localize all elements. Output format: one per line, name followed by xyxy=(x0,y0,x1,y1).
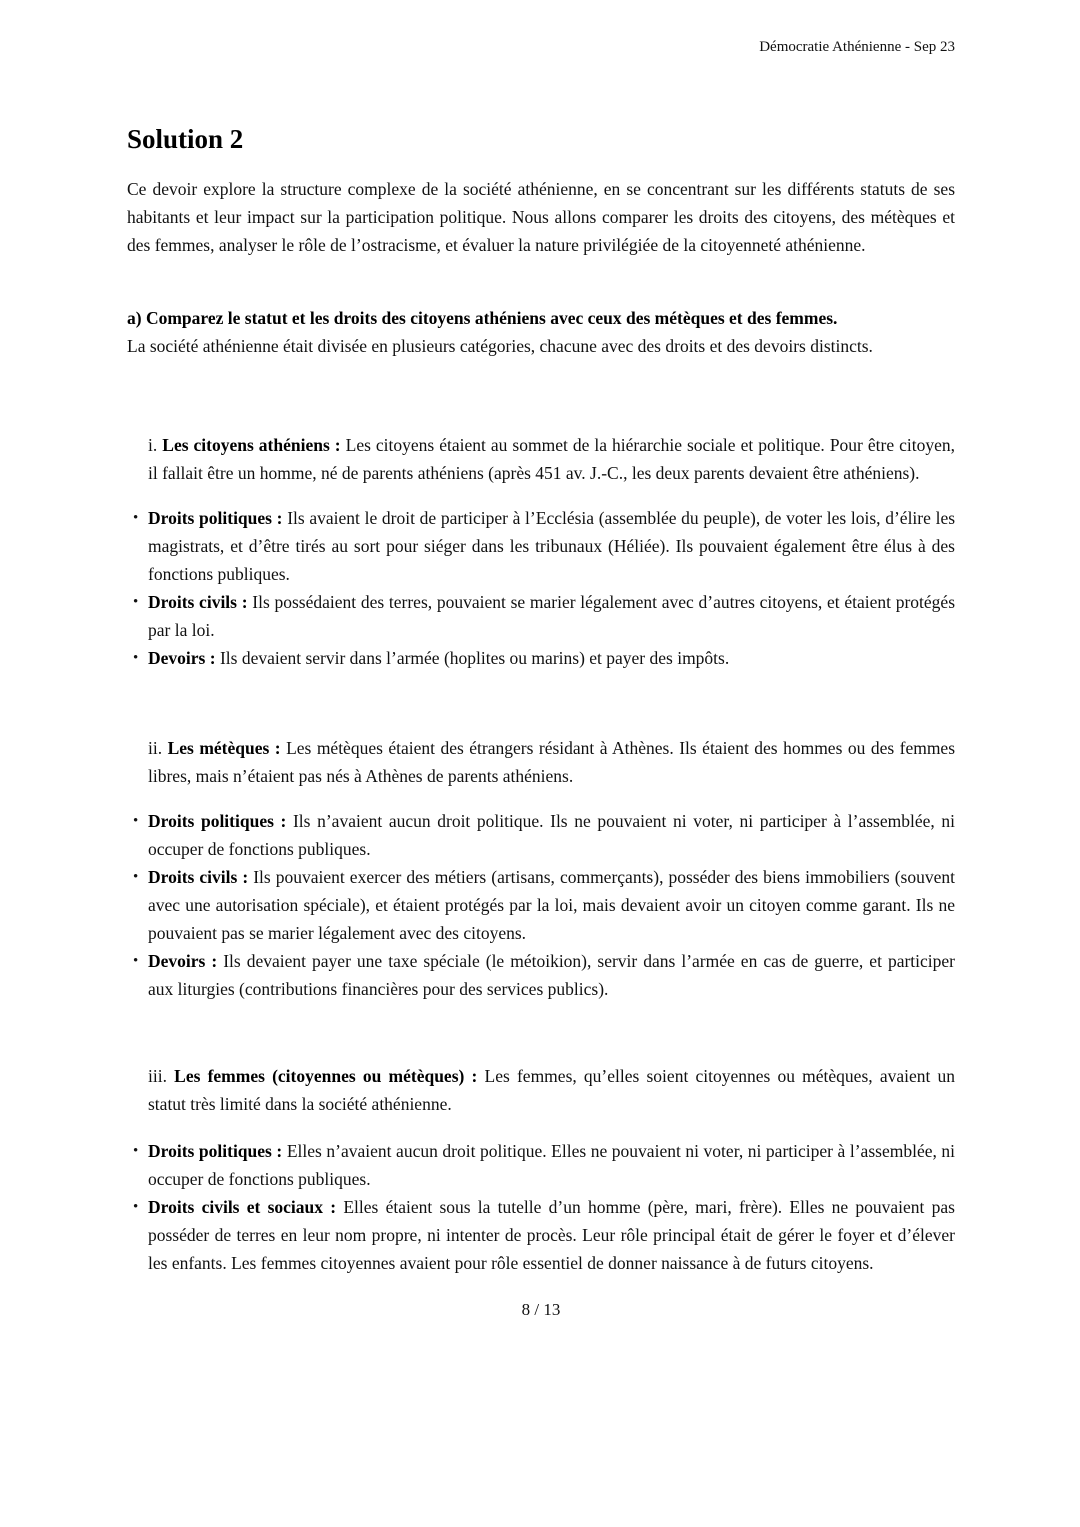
bullet-item xyxy=(127,504,955,588)
page-title: Solution 2 xyxy=(127,124,244,154)
bullet-term: Devoirs : xyxy=(148,648,216,668)
bullet-list-citoyens xyxy=(127,504,955,672)
bullet-marker: • xyxy=(133,650,139,666)
bullet-desc: Ils avaient le droit de participer à l’Ecclésia (assemblée du peuple), de voter les lois, d’élire les magistrats, et d’être tirés au sort pour siéger dans les tribunaux (Héliée). Ils pouvaient également être élus à des fonctions publiques. xyxy=(148,508,956,584)
bullet-term: Droits civils : xyxy=(148,592,248,612)
roman-item-term: Les métèques : xyxy=(167,738,281,758)
bullet-term: Droits civils et sociaux : xyxy=(148,1197,337,1217)
bullet-desc: Ils possédaient des terres, pouvaient se marier légalement avec d’autres citoyens, et étaient protégés par la loi. xyxy=(148,592,956,640)
bullet-list-meteques xyxy=(127,807,955,1003)
bullet-marker: • xyxy=(133,813,139,829)
page-footer xyxy=(127,1298,955,1322)
bullet-item xyxy=(127,807,955,863)
bullet-item xyxy=(127,947,955,1003)
bullet-item xyxy=(127,588,955,644)
bullet-item xyxy=(127,1193,955,1277)
roman-marker: iii. xyxy=(148,1066,167,1086)
bullet-desc: Ils pouvaient exercer des métiers (artisans, commerçants), posséder des biens immobiliers (souvent avec une autorisation spéciale), et étaient protégés par la loi, mais devaient avoir un citoyen comme garant. Ils ne pouvaient pas se marier légalement avec des citoyens. xyxy=(148,867,955,943)
bullet-desc: Ils devaient payer une taxe spéciale (le métoikion), servir dans l’armée en cas de guerre, et participer aux liturgies (contributions financières pour des services publics). xyxy=(148,951,956,999)
roman-item-citoyens xyxy=(127,431,955,487)
bullet-term: Droits civils : xyxy=(148,867,249,887)
page-header xyxy=(127,38,955,57)
bullet-marker: • xyxy=(133,594,139,610)
bullet-desc: Elles étaient sous la tutelle d’un homme (père, mari, frère). Elles ne pouvaient pas posséder de terres en leur nom propre, ni intenter de procès. Leur rôle principal était de gérer le foyer et d’élever les enfants. Les femmes citoyennes avaient pour rôle essentiel de donner naissance à de futurs citoyens. xyxy=(148,1197,955,1273)
bullet-term: Devoirs : xyxy=(148,951,218,971)
roman-item-femmes xyxy=(127,1062,955,1118)
bullet-marker: • xyxy=(133,869,139,885)
bullet-marker: • xyxy=(133,1199,139,1215)
bullet-marker: • xyxy=(133,510,139,526)
roman-item-desc: Les citoyens étaient au sommet de la hiérarchie sociale et politique. Pour être citoyen, il fallait être un homme, né de parents athéniens (après 451 av. J.-C., les deux parents devaient être athéniens). xyxy=(148,435,956,483)
page-number: 8 / 13 xyxy=(521,1300,561,1319)
bullet-marker: • xyxy=(133,1143,139,1159)
roman-item-term: Les femmes (citoyennes ou métèques) : xyxy=(174,1066,478,1086)
roman-item-desc: Les métèques étaient des étrangers résidant à Athènes. Ils étaient des hommes ou des femmes libres, mais n’étaient pas nés à Athènes de parents athéniens. xyxy=(148,738,956,786)
roman-item-desc: Les femmes, qu’elles soient citoyennes ou métèques, avaient un statut très limité dans la société athénienne. xyxy=(148,1066,956,1114)
bullet-term: Droits politiques : xyxy=(148,508,283,528)
intro-paragraph: Ce devoir explore la structure complexe de la société athénienne, en se concentrant sur les différents statuts de ses habitants et leur impact sur la participation politique. Nous allons comparer les droits des citoyens, des métèques et des femmes, analyser le rôle de l’ostracisme, et évaluer la nature privilégiée de la citoyenneté athénienne. xyxy=(127,179,955,255)
roman-marker: i. xyxy=(148,435,158,455)
bullet-marker: • xyxy=(133,953,139,969)
section-a-heading: a) Comparez le statut et les droits des citoyens athéniens avec ceux des métèques et des femmes. xyxy=(127,308,838,328)
bullet-list-femmes xyxy=(127,1137,955,1277)
roman-item-meteques xyxy=(127,734,955,790)
bullet-desc: Elles n’avaient aucun droit politique. Elles ne pouvaient ni voter, ni participer à l’assemblée, ni occuper de fonctions publiques. xyxy=(148,1141,956,1189)
roman-marker: ii. xyxy=(148,738,163,758)
section-a-lead-paragraph: La société athénienne était divisée en plusieurs catégories, chacune avec des droits et des devoirs distincts. xyxy=(127,336,873,356)
bullet-item xyxy=(127,644,955,672)
bullet-item xyxy=(127,863,955,947)
bullet-term: Droits politiques : xyxy=(148,1141,283,1161)
bullet-term: Droits politiques : xyxy=(148,811,287,831)
roman-item-term: Les citoyens athéniens : xyxy=(162,435,341,455)
running-title: Démocratie Athénienne - Sep 23 xyxy=(759,39,955,55)
bullet-desc: Ils devaient servir dans l’armée (hoplites ou marins) et payer des impôts. xyxy=(219,648,730,668)
bullet-item xyxy=(127,1137,955,1193)
bullet-desc: Ils n’avaient aucun droit politique. Ils ne pouvaient ni voter, ni participer à l’assemblée, ni occuper de fonctions publiques. xyxy=(148,811,955,859)
